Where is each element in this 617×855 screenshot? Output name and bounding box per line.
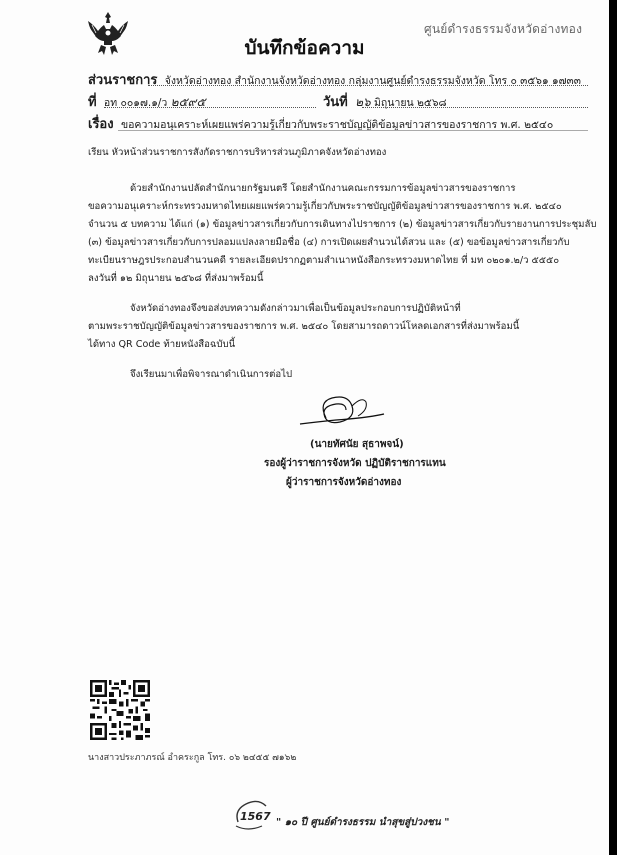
paragraph-1-line: ขอความอนุเคราะห์กระทรวงมหาดไทยเผยแพร่ความรู้เกี่ยวกับพระราชบัญญัติข้อมูลข่าวสารของราชการ พ.ศ. ๒๕๔๐ xyxy=(88,201,562,212)
paragraph-2-line: ตามพระราชบัญญัติข้อมูลข่าวสารของราชการ พ.ศ. ๒๕๔๐ โดยสามารถดาวน์โหลดเอกสารที่ส่งมาพร้อมนี้ xyxy=(88,321,520,332)
paragraph-1-line: ลงวันที่ ๑๒ มิถุนายน ๒๕๖๘ ที่ส่งมาพร้อมนี้ xyxy=(88,273,264,284)
reference-label: ที่ xyxy=(88,95,97,110)
logo-number: 1567 xyxy=(240,810,271,823)
signer-name: (นายทัศนัย สุธาพจน์) xyxy=(310,439,404,450)
agency-label: ส่วนราชการ xyxy=(88,73,158,88)
paragraph-2 xyxy=(88,300,596,354)
date-line xyxy=(323,91,447,112)
paragraph-1-line: ด้วยสำนักงานปลัดสำนักนายกรัฐมนตรี โดยสำนักงานคณะกรรมการข้อมูลข่าวสารของราชการ xyxy=(130,183,516,194)
reference-value: อท ๐๐๑๗.๑/ว xyxy=(103,97,168,109)
date-label: วันที่ xyxy=(323,95,348,110)
page-title: บันทึกข้อความ xyxy=(244,37,365,59)
closing-line xyxy=(88,366,596,384)
salutation: เรียน หัวหน้าส่วนราชการสังกัดราชการบริหารส่วนภูมิภาคจังหวัดอ่างทอง xyxy=(88,147,387,158)
paragraph-1-line: จำนวน ๕ บทความ ได้แก่ (๑) ข้อมูลข่าวสารเกี่ยวกับการเดินทางไปราชการ (๒) ข้อมูลข่าวสารเกี่ยวกับรายงานการประชุมลับ xyxy=(88,219,597,230)
date-value: มิถุนายน ๒๕๖๘ xyxy=(373,97,447,109)
agency-line xyxy=(88,69,581,90)
paragraph-2-line: ได้ทาง QR Code ท้ายหนังสือฉบับนี้ xyxy=(88,339,236,350)
agency-dotline xyxy=(148,85,588,86)
paragraph-1-line: ทะเบียนราษฎรประกอบสำนวนคดี รายละเอียดปรากฏตามสำเนาหนังสือกระทรวงมหาดไทย ที่ มท ๐๒๐๑.๒/ว ๕๕๕๐ xyxy=(88,255,560,266)
date-dotline xyxy=(362,107,588,108)
contact-info: นางสาวประภาภรณ์ อำคระกูล โทร. ๐๖ ๒๔๕๕ ๗๑๖๒ xyxy=(88,753,297,763)
reference-number: ๒๕๙๕ xyxy=(170,95,206,109)
signer-position-2: ผู้ว่าราชการจังหวัดอ่างทอง xyxy=(286,477,402,488)
subject-label: เรื่อง xyxy=(88,117,114,132)
paragraph-1-line: (๓) ข้อมูลข่าวสารเกี่ยวกับการปลอมแปลงลายมือชื่อ (๔) การเปิดเผยสำนวนได้สวน และ (๕) ขอข้อมูลข่าวสารเกี่ยวกับ xyxy=(88,237,570,248)
agency-value: จังหวัดอ่างทอง สำนักงานจังหวัดอ่างทอง กลุ่มงานศูนย์ดำรงธรรมจังหวัด โทร ๐ ๓๕๖๑ ๑๗๓๓ xyxy=(164,75,581,87)
signature-image xyxy=(296,392,388,432)
damrongdham-logo-icon xyxy=(232,798,272,832)
closing-text: จึงเรียนมาเพื่อพิจารณาดำเนินการต่อไป xyxy=(130,369,293,380)
reference-dotline xyxy=(104,107,316,108)
paragraph-2-line: จังหวัดอ่างทองจึงขอส่งบทความดังกล่าวมาเพื่อเป็นข้อมูลประกอบการปฏิบัติหน้าที่ xyxy=(130,303,461,314)
scan-edge xyxy=(609,0,617,855)
subject-rule xyxy=(118,130,588,131)
qr-code-icon xyxy=(90,680,150,740)
received-stamp: ศูนย์ดำรงธรรมจังหวัดอ่างทอง xyxy=(424,22,583,36)
paragraph-1 xyxy=(88,180,596,288)
reference-line xyxy=(88,91,206,112)
date-day: ๒๖ xyxy=(355,95,371,109)
footer-tagline: " ๑๐ ปี ศูนย์ดำรงธรรม นำสุขสู่ปวงชน " xyxy=(276,817,450,828)
signer-position: รองผู้ว่าราชการจังหวัด ปฏิบัติราชการแทน xyxy=(264,458,446,469)
subject-value: ขอความอนุเคราะห์เผยแพร่ความรู้เกี่ยวกับพระราชบัญญัติข้อมูลข่าวสารของราชการ พ.ศ. ๒๕๔๐ xyxy=(120,119,554,131)
